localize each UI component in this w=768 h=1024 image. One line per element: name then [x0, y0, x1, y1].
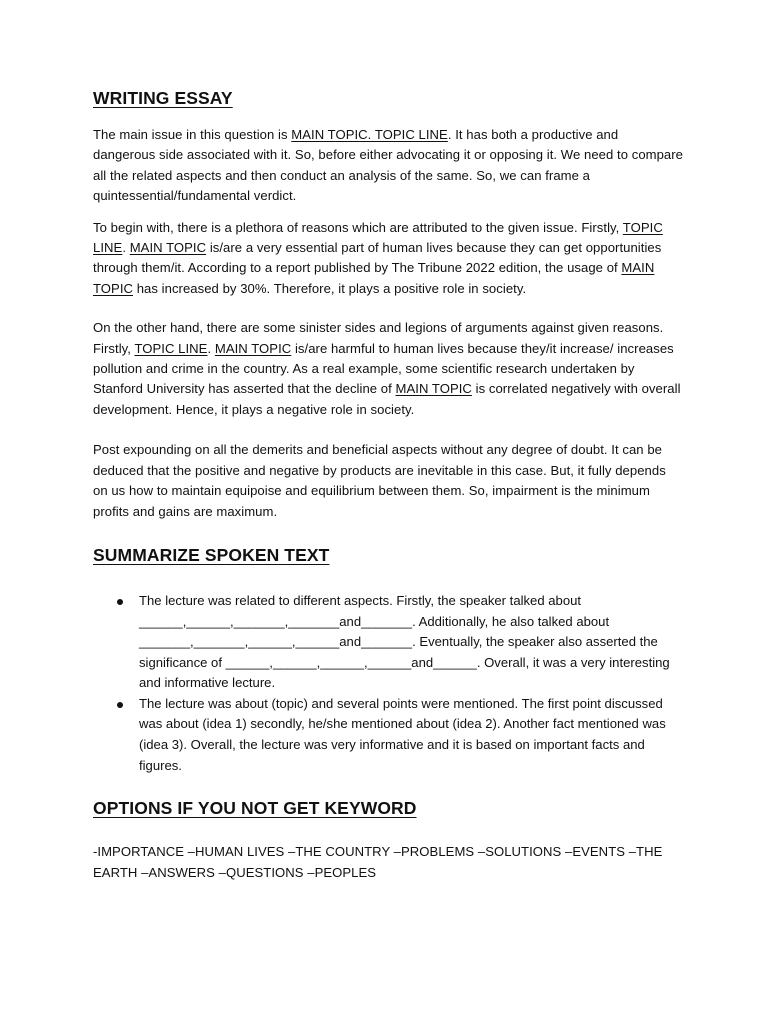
text-run: has increased by 30%. Therefore, it plays a positive role in society. [133, 280, 527, 296]
options-heading: OPTIONS IF YOU NOT GET KEYWORD [93, 798, 417, 819]
text-run: . It has both a productive and dangerous side associated with it. So, before either advocating it or opposing it. We need to compare all the related aspects and then conduct an analysis of the same. So, we can frame a quintessential/fundamental verdict. [93, 127, 684, 204]
list-item-text: The lecture was about (topic) and several points were mentioned. The first point discussed was about (idea 1) secondly, he/she mentioned about (idea 2). Another fact mentioned was (idea 3). Overall, the lecture was very informative and it is based on important facts and figures. [139, 695, 666, 773]
essay-conclusion-paragraph: Post expounding on all the demerits and beneficial aspects without any degree of doubt. It can be deduced that the positive and negative by products are inevitable in this case. But, it fully depends on us how to maintain equipoise and equilibrium between them. So, impairment is the minimum profits and gains are maximum. [93, 442, 666, 519]
summarize-template-list [93, 591, 683, 776]
document-page [93, 88, 683, 883]
text-run: On the other hand, there are some sinister sides and legions of arguments against given reasons. Firstly, [93, 320, 664, 356]
text-run: . [122, 240, 130, 256]
essay-intro-paragraph [93, 125, 683, 207]
list-item [93, 694, 683, 776]
list-item-text: The lecture was related to different aspects. Firstly, the speaker talked about ______,______,_______,_______and_______. Additionally, he also talked about _______,_______,______,______and_______. Eventually, the speaker also asserted the significance of ______,______,______,______and______. Overall, it was a very interesting and informative lecture. [139, 592, 670, 691]
essay-positive-paragraph [93, 218, 683, 300]
main-topic-placeholder: MAIN TOPIC [395, 381, 472, 397]
bullet-icon [117, 599, 123, 605]
list-item [93, 591, 683, 694]
main-topic-placeholder: MAIN TOPIC [93, 260, 655, 296]
main-topic-placeholder: MAIN TOPIC [214, 340, 292, 356]
essay-negative-paragraph [93, 318, 683, 420]
text-run: is/are a very essential part of human lives because they can get opportunities through them/it. According to a report published by The Tribune 2022 edition, the usage of [93, 240, 662, 276]
text-run: is correlated negatively with overall development. Hence, it plays a negative role in society. [93, 381, 681, 417]
main-topic-placeholder: MAIN TOPIC. TOPIC LINE [291, 127, 448, 142]
text-run: The main issue in this question is [93, 127, 292, 142]
options-keyword-list: -IMPORTANCE –HUMAN LIVES –THE COUNTRY –PROBLEMS –SOLUTIONS –EVENTS –THE EARTH –ANSWERS –QUESTIONS –PEOPLES [93, 844, 663, 880]
text-run: To begin with, there is a plethora of reasons which are attributed to the given issue. Firstly, [93, 219, 623, 235]
text-run: . [207, 340, 215, 356]
topic-line-placeholder: TOPIC LINE [134, 340, 208, 356]
bullet-icon [117, 702, 123, 708]
text-run: is/are harmful to human lives because they/it increase/ increases pollution and crime in the country. As a real example, some scientific research undertaken by Stanford University has asserted that the decline of [93, 340, 674, 397]
writing-essay-heading: WRITING ESSAY [93, 88, 233, 108]
topic-line-placeholder: TOPIC LINE [93, 219, 663, 256]
summarize-spoken-text-heading: SUMMARIZE SPOKEN TEXT [93, 544, 330, 565]
main-topic-placeholder: MAIN TOPIC [129, 240, 207, 256]
